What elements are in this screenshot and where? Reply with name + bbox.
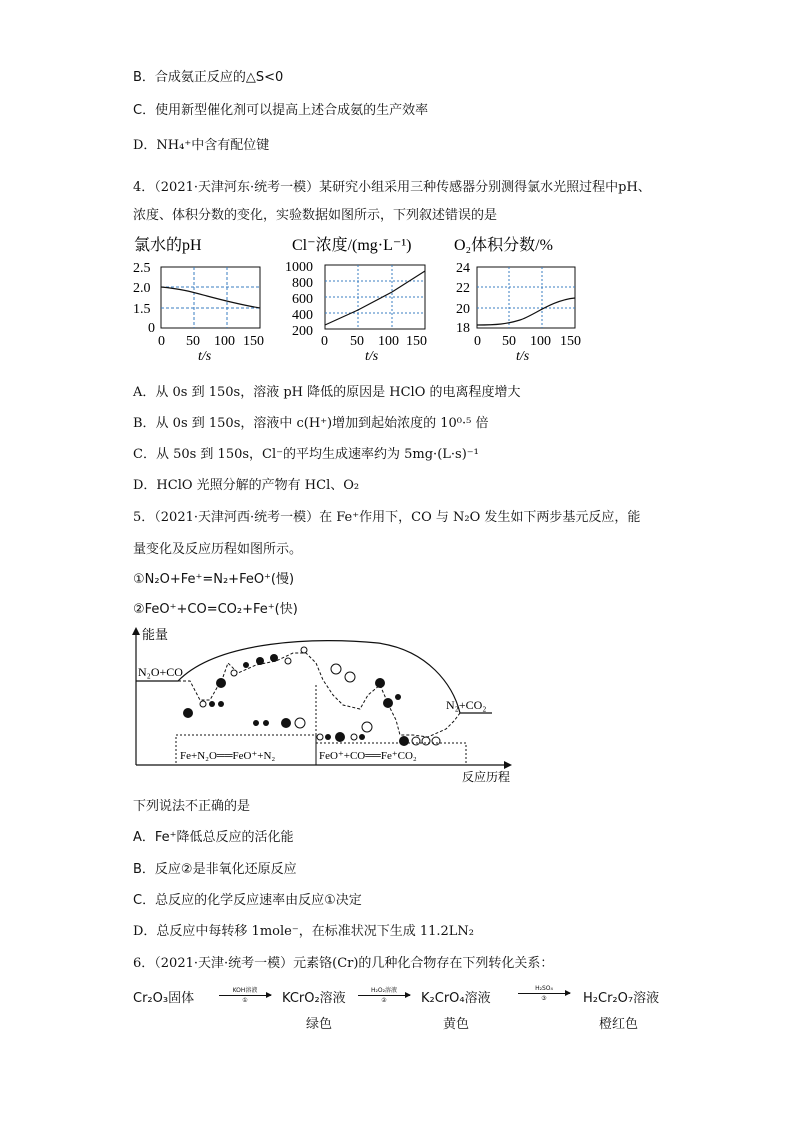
start-label: N₂O+CO (138, 665, 183, 679)
q5-option-c: C．总反应的化学反应速率由反应①决定 (133, 893, 362, 908)
ph-ytick-0: 2.5 (133, 261, 151, 276)
ph-series-line (161, 287, 260, 308)
q4-option-d: D．HClO 光照分解的产物有 HCl、O₂ (133, 478, 360, 493)
o2-xlabel: t/s (516, 349, 530, 362)
energy-ylabel: 能量 (142, 627, 169, 642)
reaction-2: ②FeO⁺+CO=CO₂+Fe⁺(快) (133, 602, 298, 617)
cl-chart (285, 260, 427, 362)
reaction-1: ①N₂O+Fe⁺=N₂+FeO⁺(慢) (133, 572, 295, 587)
q5-stem-line2: 量变化及反应历程如图所示。 (133, 542, 303, 557)
q4-option-b: B．从 0s 到 150s，溶液中 c(H⁺)增加到起始浓度的 10⁰·⁵ 倍 (133, 416, 489, 431)
o2-series-line (477, 298, 575, 325)
ph-ytick-2: 1.5 (133, 302, 151, 317)
arrow1-reagent: KOH溶液 (232, 987, 258, 994)
q5-option-d: D．总反应中每转移 1mole⁻，在标准状况下生成 11.2LN₂ (133, 924, 474, 939)
cl-chart-title: Cl⁻浓度/(mg·L⁻¹) (292, 237, 412, 254)
arrow2-step: ② (381, 997, 387, 1004)
o2-ytick-2: 20 (456, 302, 470, 317)
ph-xtick-2: 100 (214, 334, 235, 349)
scheme-arrow-1 (219, 985, 271, 1004)
cl-xtick-2: 100 (378, 334, 399, 349)
cl-xtick-0: 0 (321, 334, 328, 349)
ph-xtick-1: 50 (186, 334, 200, 349)
option-b: B．合成氨正反应的△S<0 (133, 70, 284, 85)
arrow2-reagent: H₂O₂溶液 (370, 987, 398, 994)
q5-option-a: A．Fe⁺降低总反应的活化能 (133, 830, 294, 845)
o2-ytick-0: 24 (456, 261, 470, 276)
scheme-s2: KCrO₂溶液 (282, 991, 346, 1006)
ph-xlabel: t/s (198, 349, 212, 362)
scheme-s3-color: 黄色 (443, 1017, 470, 1032)
o2-chart (456, 261, 581, 362)
q4-stem-line1: 4．（2021·天津河东·统考一模）某研究小组采用三种传感器分别测得氯水光照过程中pH、 (133, 180, 651, 195)
energy-xlabel: 反应历程 (462, 770, 511, 784)
arrow3-reagent: H₂SO₄ (535, 985, 553, 992)
o2-xtick-3: 150 (560, 334, 581, 349)
step2-label: FeO⁺+CO══Fe⁺CO₂ (319, 750, 417, 762)
y-arrow-icon (132, 627, 140, 635)
x-arrow-icon (504, 761, 512, 769)
ph-chart (133, 261, 264, 362)
o2-ytick-3: 18 (456, 321, 470, 336)
q4-charts (132, 232, 592, 362)
end-label: N₂+CO₂ (446, 698, 487, 712)
o2-xtick-0: 0 (474, 334, 481, 349)
uncatalyzed-curve (136, 641, 492, 713)
cl-ytick-3: 400 (292, 308, 313, 323)
o2-xtick-1: 50 (502, 334, 516, 349)
cl-ytick-4: 200 (292, 324, 313, 339)
q6-stem-line1: 6．（2021·天津·统考一模）元素铬(Cr)的几种化合物存在下列转化关系： (133, 956, 554, 971)
arrow1-step: ① (242, 997, 248, 1004)
scheme-s4-color: 橙红色 (599, 1017, 639, 1032)
q4-option-c: C．从 50s 到 150s，Cl⁻的平均生成速率约为 5mg·(L·s)⁻¹ (133, 447, 479, 462)
scheme-s4: H₂Cr₂O₇溶液 (583, 991, 660, 1006)
scheme-s2-color: 绿色 (306, 1017, 333, 1032)
o2-ytick-1: 22 (456, 281, 470, 296)
cl-ytick-2: 600 (292, 292, 313, 307)
option-d: D．NH₄⁺中含有配位键 (133, 138, 270, 153)
scheme-arrow-3 (518, 985, 570, 1002)
q5-prompt: 下列说法不正确的是 (133, 799, 251, 814)
o2-chart-frame (477, 267, 575, 328)
ph-chart-title: 氯水的pH (134, 237, 202, 254)
scheme-s3: K₂CrO₄溶液 (421, 991, 491, 1006)
cl-ytick-0: 1000 (285, 260, 313, 275)
cl-ytick-1: 800 (292, 276, 313, 291)
cl-xtick-3: 150 (406, 334, 427, 349)
q5-option-b: B．反应②是非氧化还原反应 (133, 862, 297, 877)
ph-xtick-3: 150 (243, 334, 264, 349)
q4-option-a: A．从 0s 到 150s，溶液 pH 降低的原因是 HClO 的电离程度增大 (133, 385, 521, 400)
o2-chart-title: O₂体积分数/% (454, 237, 553, 254)
cl-series-line (325, 271, 425, 325)
catalyzed-path (178, 653, 460, 737)
q4-stem-line2: 浓度、体积分数的变化，实验数据如图所示，下列叙述错误的是 (133, 208, 498, 223)
cl-xlabel: t/s (365, 349, 379, 362)
ph-ytick-3: 0 (148, 321, 155, 336)
ph-ytick-1: 2.0 (133, 281, 151, 296)
arrow3-step: ③ (541, 995, 547, 1002)
scheme-s1: Cr₂O₃固体 (133, 991, 195, 1006)
scheme-arrow-2 (358, 985, 410, 1004)
ph-xtick-0: 0 (158, 334, 165, 349)
o2-xtick-2: 100 (530, 334, 551, 349)
energy-diagram (128, 625, 528, 785)
cl-xtick-1: 50 (350, 334, 364, 349)
q5-stem-line1: 5．（2021·天津河西·统考一模）在 Fe⁺作用下，CO 与 N₂O 发生如下两步基元反应，能 (133, 510, 641, 525)
step1-label: Fe+N₂O══FeO⁺+N₂ (180, 750, 276, 762)
option-c: C．使用新型催化剂可以提高上述合成氨的生产效率 (133, 103, 429, 118)
molecule-glyphs (183, 647, 440, 746)
